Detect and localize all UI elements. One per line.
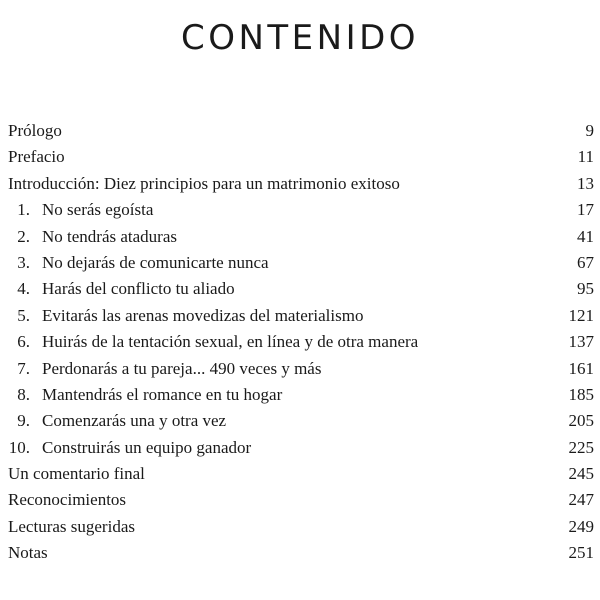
toc-entry-title: Huirás de la tentación sexual, en línea y de otra manera <box>42 332 419 352</box>
toc-chapter <box>8 435 594 461</box>
toc-entry-page: 11 <box>577 147 594 167</box>
page-title: CONTENIDO <box>180 18 420 58</box>
toc-entry <box>8 144 594 170</box>
toc-entry-title: Evitarás las arenas movedizas del materialismo <box>42 305 364 325</box>
toc-entry <box>8 118 594 144</box>
toc-entry-number: 3. <box>17 252 30 272</box>
toc-entry-number: 8. <box>17 384 30 404</box>
toc-entry-page: 251 <box>568 543 594 563</box>
toc-entry-number: 10. <box>8 437 30 457</box>
toc-chapter <box>8 356 594 382</box>
toc-entry-title: Mantendrás el romance en tu hogar <box>42 384 283 404</box>
toc-entry-page: 13 <box>577 173 594 193</box>
toc-entry-page: 225 <box>568 437 594 457</box>
toc-entry-title: Harás del conflicto tu aliado <box>42 279 235 299</box>
toc-entry-title: Prefacio <box>8 147 65 167</box>
toc-entry <box>8 514 594 540</box>
toc-entry-number: 7. <box>17 358 30 378</box>
toc-entry-title: Perdonarás a tu pareja... 490 veces y más <box>42 358 322 378</box>
toc-entry-title: No tendrás ataduras <box>42 226 178 246</box>
toc-chapter <box>8 224 594 250</box>
toc-entry-number: 9. <box>17 411 30 431</box>
toc-entry-page: 9 <box>585 121 594 140</box>
toc-entry-title: Construirás un equipo ganador <box>42 437 252 457</box>
toc-entry-page: 249 <box>568 516 594 536</box>
toc-chapter <box>8 329 594 355</box>
toc-chapter <box>8 408 594 434</box>
toc-chapter <box>8 197 594 223</box>
toc-entry <box>8 540 594 566</box>
toc-entry-title: Comenzarás una y otra vez <box>42 411 227 431</box>
toc-chapter <box>8 303 594 329</box>
toc-entry-title: Un comentario final <box>8 464 145 484</box>
toc-chapter <box>8 276 594 302</box>
toc-entry-page: 41 <box>577 226 594 246</box>
toc-entry-page: 121 <box>568 305 594 325</box>
toc-chapter <box>8 250 594 276</box>
toc-entry-number: 6. <box>17 332 30 352</box>
toc-entry-title: Prólogo <box>8 121 62 140</box>
toc-entry <box>8 461 594 487</box>
toc-entry-page: 161 <box>568 358 594 378</box>
toc-entry-number: 1. <box>17 200 30 220</box>
toc-entry-title: Notas <box>8 543 48 563</box>
toc-entry-page: 205 <box>568 411 594 431</box>
toc-entry <box>8 171 594 197</box>
toc-entry <box>8 487 594 513</box>
toc-entry-page: 245 <box>568 464 594 484</box>
toc-entry-title: Introducción: Diez principios para un matrimonio exitoso <box>8 173 400 193</box>
toc-entry-page: 95 <box>577 279 594 299</box>
table-of-contents <box>8 118 594 567</box>
toc-entry-title: No serás egoísta <box>42 200 154 220</box>
toc-entry-page: 247 <box>568 490 594 510</box>
toc-entry-title: No dejarás de comunicarte nunca <box>42 252 269 272</box>
toc-entry-page: 185 <box>568 384 594 404</box>
toc-entry-number: 4. <box>17 279 30 299</box>
toc-chapter <box>8 382 594 408</box>
toc-entry-title: Reconocimientos <box>8 490 127 510</box>
toc-entry-title: Lecturas sugeridas <box>8 516 135 536</box>
toc-entry-number: 2. <box>17 226 30 246</box>
toc-entry-page: 137 <box>568 332 594 352</box>
toc-entry-page: 67 <box>577 252 594 272</box>
toc-entry-page: 17 <box>577 200 594 220</box>
toc-entry-number: 5. <box>17 305 30 325</box>
